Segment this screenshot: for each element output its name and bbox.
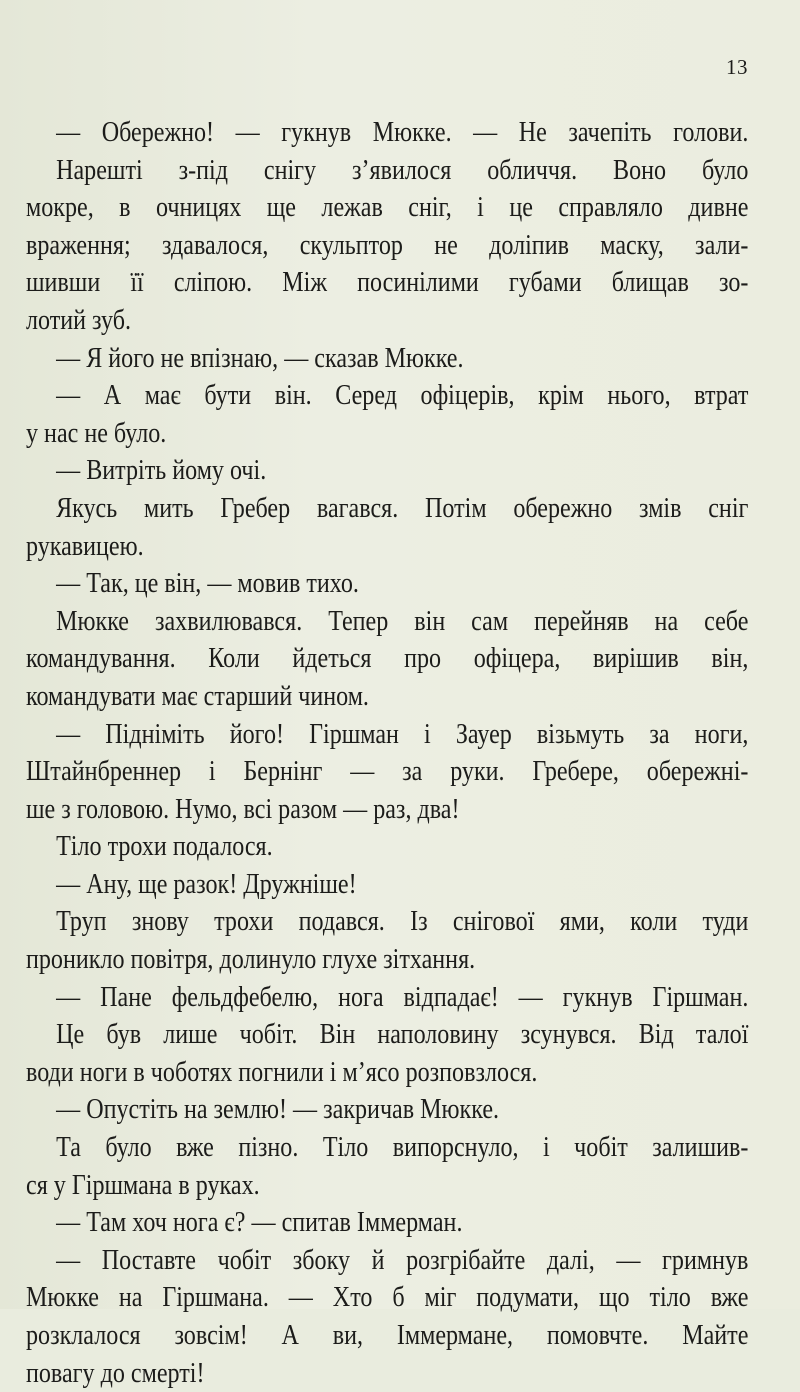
text-line: — Опустіть на землю! — закричав Мюкке. [56,1094,500,1126]
text-line: — Підніміть його! Гіршман і Зауер візьмуть за ноги, [56,718,749,750]
text-line: — Витріть йому очі. [56,455,267,487]
text-line: повагу до смерті! [26,1357,205,1389]
text-line: Нарешті з-під снігу з’явилося обличчя. Воно було [56,154,749,186]
page-number: 13 [726,55,748,79]
text-line: Труп знову трохи подався. Із снігової ями, коли туди [56,906,749,938]
body-text [26,114,748,1392]
text-line: — А має бути він. Серед офіцерів, крім нього, втрат [56,380,749,412]
text-line: Та було вже пізно. Тіло випорснуло, і чобіт залишив- [56,1132,749,1164]
text-line: розклалося зовсім! А ви, Іммермане, помовчте. Майте [26,1320,749,1351]
text-line: — Обережно! — гукнув Мюкке. — Не зачепіть голови. [56,117,749,148]
text-line: — Я його не впізнаю, — сказав Мюкке. [56,342,464,374]
text-line: ше з головою. Нумо, всі разом — раз, два! [26,793,460,825]
text-line: Якусь мить Гребер вагався. Потім обережно змів сніг [56,492,749,524]
text-line: проникло повітря, долинуло глухе зітхання. [26,944,476,976]
text-line: Штайнбреннер і Бернінг — за руки. Гребере, обережні- [26,756,749,788]
text-line: у нас не було. [26,417,167,449]
text-line: води ноги в чоботях погнили і м’ясо розповзлося. [26,1056,538,1088]
text-line: мокре, в очницях ще лежав сніг, і це справляло дивне [26,192,749,224]
text-line: Мюкке захвилювався. Тепер він сам перейняв на себе [56,605,749,637]
text-line: лотий зуб. [26,304,132,336]
text-line: — Там хоч нога є? — спитав Іммерман. [56,1207,463,1239]
text-line: Це був лише чобіт. Він наполовину зсунувся. Від талої [56,1019,749,1051]
text-line: рукавицею. [26,530,144,562]
text-line: Тіло трохи подалося. [56,831,273,863]
text-line: командування. Коли йдеться про офіцера, вирішив він, [26,643,749,675]
text-line: — Так, це він, — мовив тихо. [56,568,359,600]
text-line: враження; здавалося, скульптор не доліпив маску, зали- [26,229,749,261]
text-line: шивши її сліпою. Між посинілими губами блищав зо- [26,267,749,299]
text-line: — Поставте чобіт збоку й розгрібайте далі, — гримнув [56,1244,749,1276]
text-line: — Ану, ще разок! Дружніше! [56,868,357,900]
text-line: Мюкке на Гіршмана. — Хто б міг подумати, що тіло вже [26,1282,749,1314]
text-line: — Пане фельдфебелю, нога відпадає! — гукнув Гіршман. [56,981,749,1013]
text-line: ся у Гіршмана в руках. [26,1169,260,1201]
text-line: командувати має старший чином. [26,680,369,712]
